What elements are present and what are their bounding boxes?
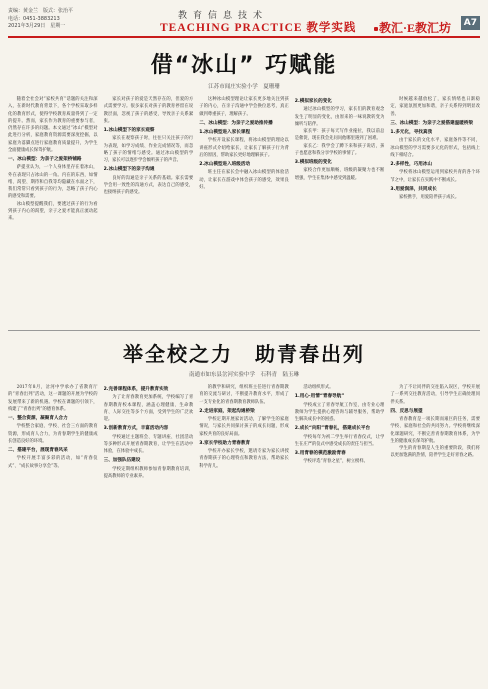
paragraph: 为了让青春教育更加系统，学校编写了青春期教育校本课程，涵盖心理健康、生命教育、人际交往等多个方面，受到学生的广泛欢迎。: [103, 395, 194, 422]
paragraph: 学校将冰山模型运用到家校共育的各个环节之中，让家长在实践中不断成长。: [390, 170, 480, 183]
paragraph: 家长乙：我学会了蹲下来和孩子说话，孩子也愿意和我分享学校的事情了。: [294, 143, 385, 156]
article-2-byline: 南通市如东县岔河实验中学 石科青 陆玉琳: [188, 372, 299, 378]
paragraph: 学校整合家庭、学校、社会三方面的教育资源，形成育人合力，为青春期学生的健康成长创造良好的环境。: [8, 424, 98, 444]
paragraph: 学校定期组织教师参加青春期教育培训，提高教师的专业素养。: [103, 466, 194, 479]
paragraph: 学校开办家长学校，邀请专家为家长讲授青春期孩子的心理特点和教育方法，帮助家长科学育儿。: [199, 449, 289, 469]
logo-dot-icon: [374, 27, 378, 31]
section-heading: 一、冰山模型：为亲子之爱架桥铺路: [8, 157, 82, 162]
paragraph: 家长甲：孩子每天写作业拖拉，我以前总是催促，现在我会先问问他哪里遇到了困难。: [294, 129, 385, 142]
header-info: [8, 8, 73, 31]
paragraph: 学校评选“青春之星”，树立榜样。: [303, 459, 368, 465]
paragraph: 萨提亚认为，一个人身体里存在着冰山，外在表现只占冰山的一角。内在的东西，如情绪、渴望、期待和自我等均隐藏在水面之下，我们常常只看到孩子的行为，忽略了孩子内心的感受和需要。: [8, 165, 98, 200]
section-heading: 一、整合资源，凝聚育人合力: [8, 416, 68, 421]
paragraph: 良好的沟通是亲子关系的基础。家长需要学会用一致性的沟通方式，表达自己的感受，也接纳孩子的感受。: [103, 175, 194, 195]
article-1-byline: 江苏市闻庄实验小学 夏珊珊: [208, 84, 280, 90]
paragraph: 家长在观察孩子时，往往只关注孩子的行为表现，如学习成绩、作业完成情况等，而忽略了孩子的情绪与感受。通过冰山模型的学习，家长可以逐步学会倾听孩子的声音。: [103, 136, 194, 163]
article-2-column: [199, 384, 289, 689]
article-2-column: [8, 384, 98, 689]
paragraph: 通过冰山模型的学习，家长们的教育观念发生了明显的变化，由原来的一味说教转变为倾听与陪伴。: [294, 107, 385, 127]
header-rule: [8, 36, 480, 38]
paragraph: 家长对孩子的爱是天然存在的，但爱的方式需要学习。很多家长对孩子的教育停留在说教层面，忽视了孩子的感受，导致亲子关系紧张。: [103, 97, 194, 124]
paragraph: 班主任在家长会中融入冰山模型的体验活动，让家长在游戏中体会孩子的感受，效果良好。: [199, 170, 289, 190]
section-heading: 二、搭建平台，展现青春风采: [8, 448, 68, 453]
section-heading: 2.走进家庭，架起沟通桥梁: [199, 408, 255, 414]
article-2: [8, 338, 480, 689]
article-2-column: [295, 384, 385, 689]
section-heading: 1.多元化，寻找真我: [390, 130, 433, 135]
article-1-column: [199, 96, 289, 352]
article-2-column: [104, 384, 194, 689]
header-editor: 责编：黄金兰 版式：张治平: [8, 8, 74, 14]
paragraph: 学校成立了青春导航工作室，由专业心理教师为学生提供心理咨询与辅导服务，帮助学生解决成长中的困惑。: [294, 402, 385, 422]
section-heading: 三、冰山模型：为亲子之爱搭建温暖桥梁: [390, 120, 474, 126]
section-title-cn: 教育信息技术: [178, 11, 269, 21]
article-1-title: 借“冰山” 巧赋能: [150, 53, 338, 78]
section-heading: 1.冰山模型下的家长观察: [103, 128, 155, 133]
section-heading: 三、加强队伍建设: [103, 458, 141, 464]
section-heading: 2.模拟家长的变化: [294, 99, 332, 104]
section-heading: 四、反思与展望: [390, 408, 423, 414]
section-heading: 2.成长“向阳”青春礼，搭建成长平台: [294, 426, 371, 432]
paragraph: 学校定期开展家访活动，了解学生的家庭情况，与家长共同探讨孩子的成长问题，形成家校共育的良好局面。: [199, 417, 289, 437]
paragraph: 学校每年为初二学生举行青春仪式，让学生在庄严的仪式中感受成长的责任与担当。: [294, 434, 385, 447]
article-2-title: 举全校之力 助青春出列: [123, 342, 365, 366]
article-1: [8, 48, 480, 352]
paragraph: 时候越来越放松了，家长情绪也日渐稳定，家庭氛围更加和谐，亲子关系得到明显改善。: [390, 97, 480, 117]
header-phone: 电话：0451-3883213: [8, 15, 60, 22]
section-heading: 3.用爱润泽，共同成长: [390, 186, 437, 192]
section-heading: 3.用青春的模范激励青春: [294, 451, 346, 456]
paragraph: 冰山模型提醒我们，要透过孩子的行为看到孩子内心的渴望，亲子之爱才能真正流动起来。: [8, 201, 98, 221]
header-date: 2021年3月29日 星期一: [8, 23, 66, 29]
section-heading: 二、冰山模型：为亲子之爱助推传播: [199, 120, 273, 126]
section-heading: 2.冰山模型下的亲子沟通: [103, 167, 155, 173]
paragraph: 学校开设家长课程，将冰山模型的理论以讲座形式介绍给家长，让家长了解孩子行为背后的原因，帮助家长更好地理解孩子。: [199, 138, 289, 158]
section-heading: 2.多样性，巧用冰山: [390, 162, 433, 167]
paragraph: 学生的青春期是人生的重要阶段，我们将以更加饱满的热情，陪伴学生走好青春之路。: [390, 446, 480, 459]
paragraph: 的教学和研究，组织班主任进行青春期教育的交流与研讨，不断提升教育水平，形成了一支专业化的青春期教育教师队伍。: [199, 385, 289, 405]
brand-logo: [374, 19, 451, 36]
article-1-column: [295, 96, 385, 352]
section-heading: 3.模拟班级的变化: [294, 160, 332, 165]
article-2-column: [390, 384, 480, 689]
article-1-body: [8, 96, 480, 352]
article-2-body: [8, 384, 480, 689]
logo-text: 教汇·E教汇坊: [379, 21, 452, 35]
section-heading: 2.完善课程体系，提升教育实效: [103, 387, 169, 392]
section-heading: 1.冰山模型进入家长课程: [199, 130, 251, 135]
section-heading: 3.家长学校助力青春教育: [199, 440, 251, 446]
paragraph: 为了不让同伴的交往陷入误区，学校开展了一系列交往教育活动，引导学生正确处理同伴关系。: [390, 385, 480, 405]
section-heading: 3.创新教育方式，丰富活动内容: [103, 426, 169, 432]
section-title-en: TEACHING PRACTICE 教学实践: [160, 22, 357, 34]
paragraph: 学校通过主题班会、专题讲座、社团活动等多种形式开展青春期教育，让学生在活动中体验，在体验中成长。: [103, 434, 194, 454]
paragraph: 家校携手，用爱陪伴孩子成长。: [398, 195, 460, 200]
section-heading: 1.用心·用情“青春导航”: [294, 394, 345, 400]
article-1-column: [8, 96, 98, 352]
article-divider: [8, 330, 480, 331]
article-1-column: [104, 96, 194, 352]
paragraph: 活动组织形式。: [303, 385, 334, 390]
paragraph: 2017年8月，岔河中学承办了省教育厅的“青春出列”活动，这一课题的开展为学校的发展带来了新的机遇。学校在课题的引领下，构建了“青春出列”的德育体系。: [8, 385, 98, 412]
paragraph: 这种冰山模型理论让家长更多地关注到孩子的内心，在亲子沟通中学会换位思考，真正做到尊重孩子，理解孩子。: [199, 97, 289, 117]
section-heading: 2.冰山模型进入班级活动: [199, 162, 251, 167]
page-header: [8, 6, 480, 36]
paragraph: 学校开展丰富多彩的活动，如“青春仪式”、“成长故事分享会”等。: [8, 456, 98, 469]
page-number: A7: [461, 16, 480, 30]
article-1-column: [390, 96, 480, 352]
paragraph: 由于家长的文化水平、家庭条件等不同，冰山模型的学习需要多元化的形式，包括线上线下相结合。: [390, 138, 480, 158]
paragraph: 青春教育是一项长期而艰巨的任务，需要学校、家庭和社会的共同努力。学校将继续深化课题研究，不断完善青春期教育体系，为学生的健康成长保驾护航。: [390, 417, 480, 444]
paragraph: 家校合作更加顺畅，班级的凝聚力也不断增强，学生在集体中感受到温暖。: [294, 168, 385, 181]
paragraph: 随着全社会对“家校共育”话题的关注和深入，在新时代教育背景下，各个学校采取多样化的教育形式，使得学校教育质量得到了一定的提升。然而，家长作为教育的重要参与者，仍然存在许多的问题。本文通过“冰山”模型对此进行分析，家庭教育资源需要深度挖掘，以家庭为落脚点进行家庭教育质量提升，为学生全面健康成长保驾护航。: [8, 97, 98, 153]
